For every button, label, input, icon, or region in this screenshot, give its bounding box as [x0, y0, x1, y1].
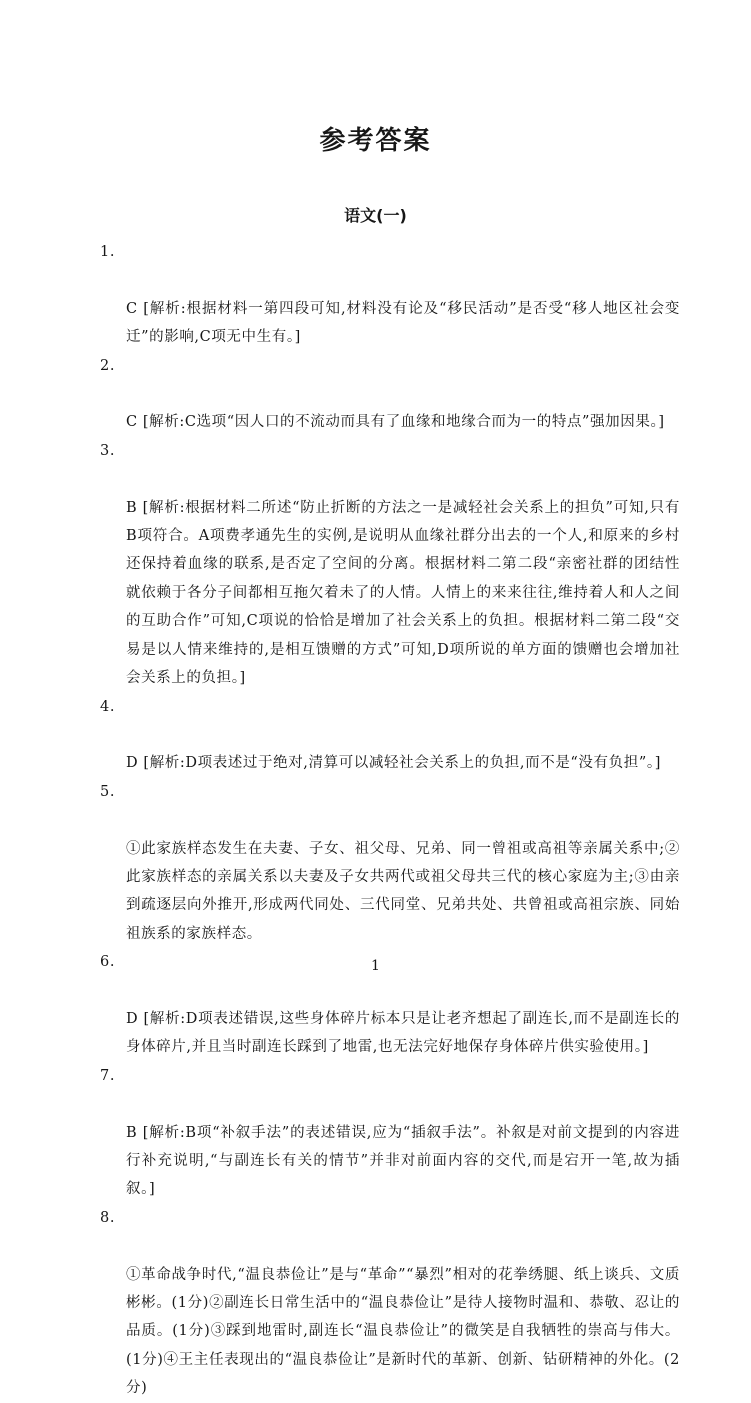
answer-item-3: [100, 437, 680, 693]
answer-number: 2.: [100, 357, 116, 374]
answer-text: B [解析:根据材料二所述“防止折断的方法之一是减轻社会关系上的担负”可知,只有B项符合。A项费孝通先生的实例,是说明从血缘社群分出去的一个人,和原来的乡村还保持着血缘的联系,是否定了空间的分离。根据材料二第二段“亲密社群的团结性就依赖于各分子间都相互拖欠着未了的人情。人情上的来来往往,维持着人和人之间的互助合作”可知,C项说的恰恰是增加了社会关系上的负担。根据材料二第二段“交易是以人情来维持的,是相互馈赠的方式”可知,D项所说的单方面的馈赠也会增加社会关系上的负担。]: [126, 499, 680, 687]
answer-number: 1.: [100, 244, 116, 260]
answer-text: D [解析:D项表述过于绝对,清算可以减轻社会关系上的负担,而不是“没有负担”。]: [126, 755, 661, 772]
answer-item-1: [100, 238, 680, 352]
answer-text: B [解析:B项“补叙手法”的表述错误,应为“插叙手法”。补叙是对前文提到的内容进行补充说明,“与副连长有关的情节”并非对前面内容的交代,而是宕开一笔,故为插叙。]: [126, 1124, 680, 1198]
answer-item-7: [100, 1062, 680, 1204]
answer-text: ①革命战争时代,“温良恭俭让”是与“革命”“暴烈”相对的花拳绣腿、纸上谈兵、文质彬彬。(1分)②副连长日常生活中的“温良恭俭让”是待人接物时温和、恭敬、忍让的品质。(1分)③踩到地雷时,副连长“温良恭俭让”的微笑是自我牺牲的崇高与伟大。(1分)④王主任表现出的“温良恭俭让”是新时代的革新、创新、钻研精神的外化。(2分): [126, 1266, 680, 1397]
answer-number: 5.: [100, 783, 116, 800]
answer-number: 8.: [100, 1209, 116, 1226]
page-title: 参考答案: [319, 126, 432, 156]
answer-item-8: [100, 1204, 680, 1403]
answer-item-2: [100, 352, 680, 437]
answer-number: 4.: [100, 698, 116, 715]
answer-number: 3.: [100, 442, 116, 459]
answer-text: ①此家族样态发生在夫妻、子女、祖父母、兄弟、同一曾祖或高祖等亲属关系中;②此家族样态的亲属关系以夫妻及子女共两代或祖父母共三代的核心家庭为主;③由亲到疏逐层向外推开,形成两代同处、三代同堂、兄弟共处、共曾祖或高祖宗族、同始祖族系的家族样态。: [126, 840, 680, 942]
answer-item-5: [100, 778, 680, 948]
answer-text: C [解析:C选项“因人口的不流动而具有了血缘和地缘合而为一的特点”强加因果。]: [126, 414, 665, 431]
answer-text: D [解析:D项表述错误,这些身体碎片标本只是让老齐想起了副连长,而不是副连长的身体碎片,并且当时副连长踩到了地雷,也无法完好地保存身体碎片供实验使用。]: [126, 1010, 680, 1056]
page-number: 1: [371, 958, 380, 974]
answer-item-4: [100, 693, 680, 778]
answer-number: 7.: [100, 1067, 116, 1084]
answer-number: 6.: [100, 954, 116, 971]
answer-text: C [解析:根据材料一第四段可知,材料没有论及“移民活动”是否受“移人地区社会变迁”的影响,C项无中生有。]: [126, 300, 680, 346]
answer-list: [100, 238, 680, 1403]
section-title: 语文(一): [344, 206, 407, 225]
